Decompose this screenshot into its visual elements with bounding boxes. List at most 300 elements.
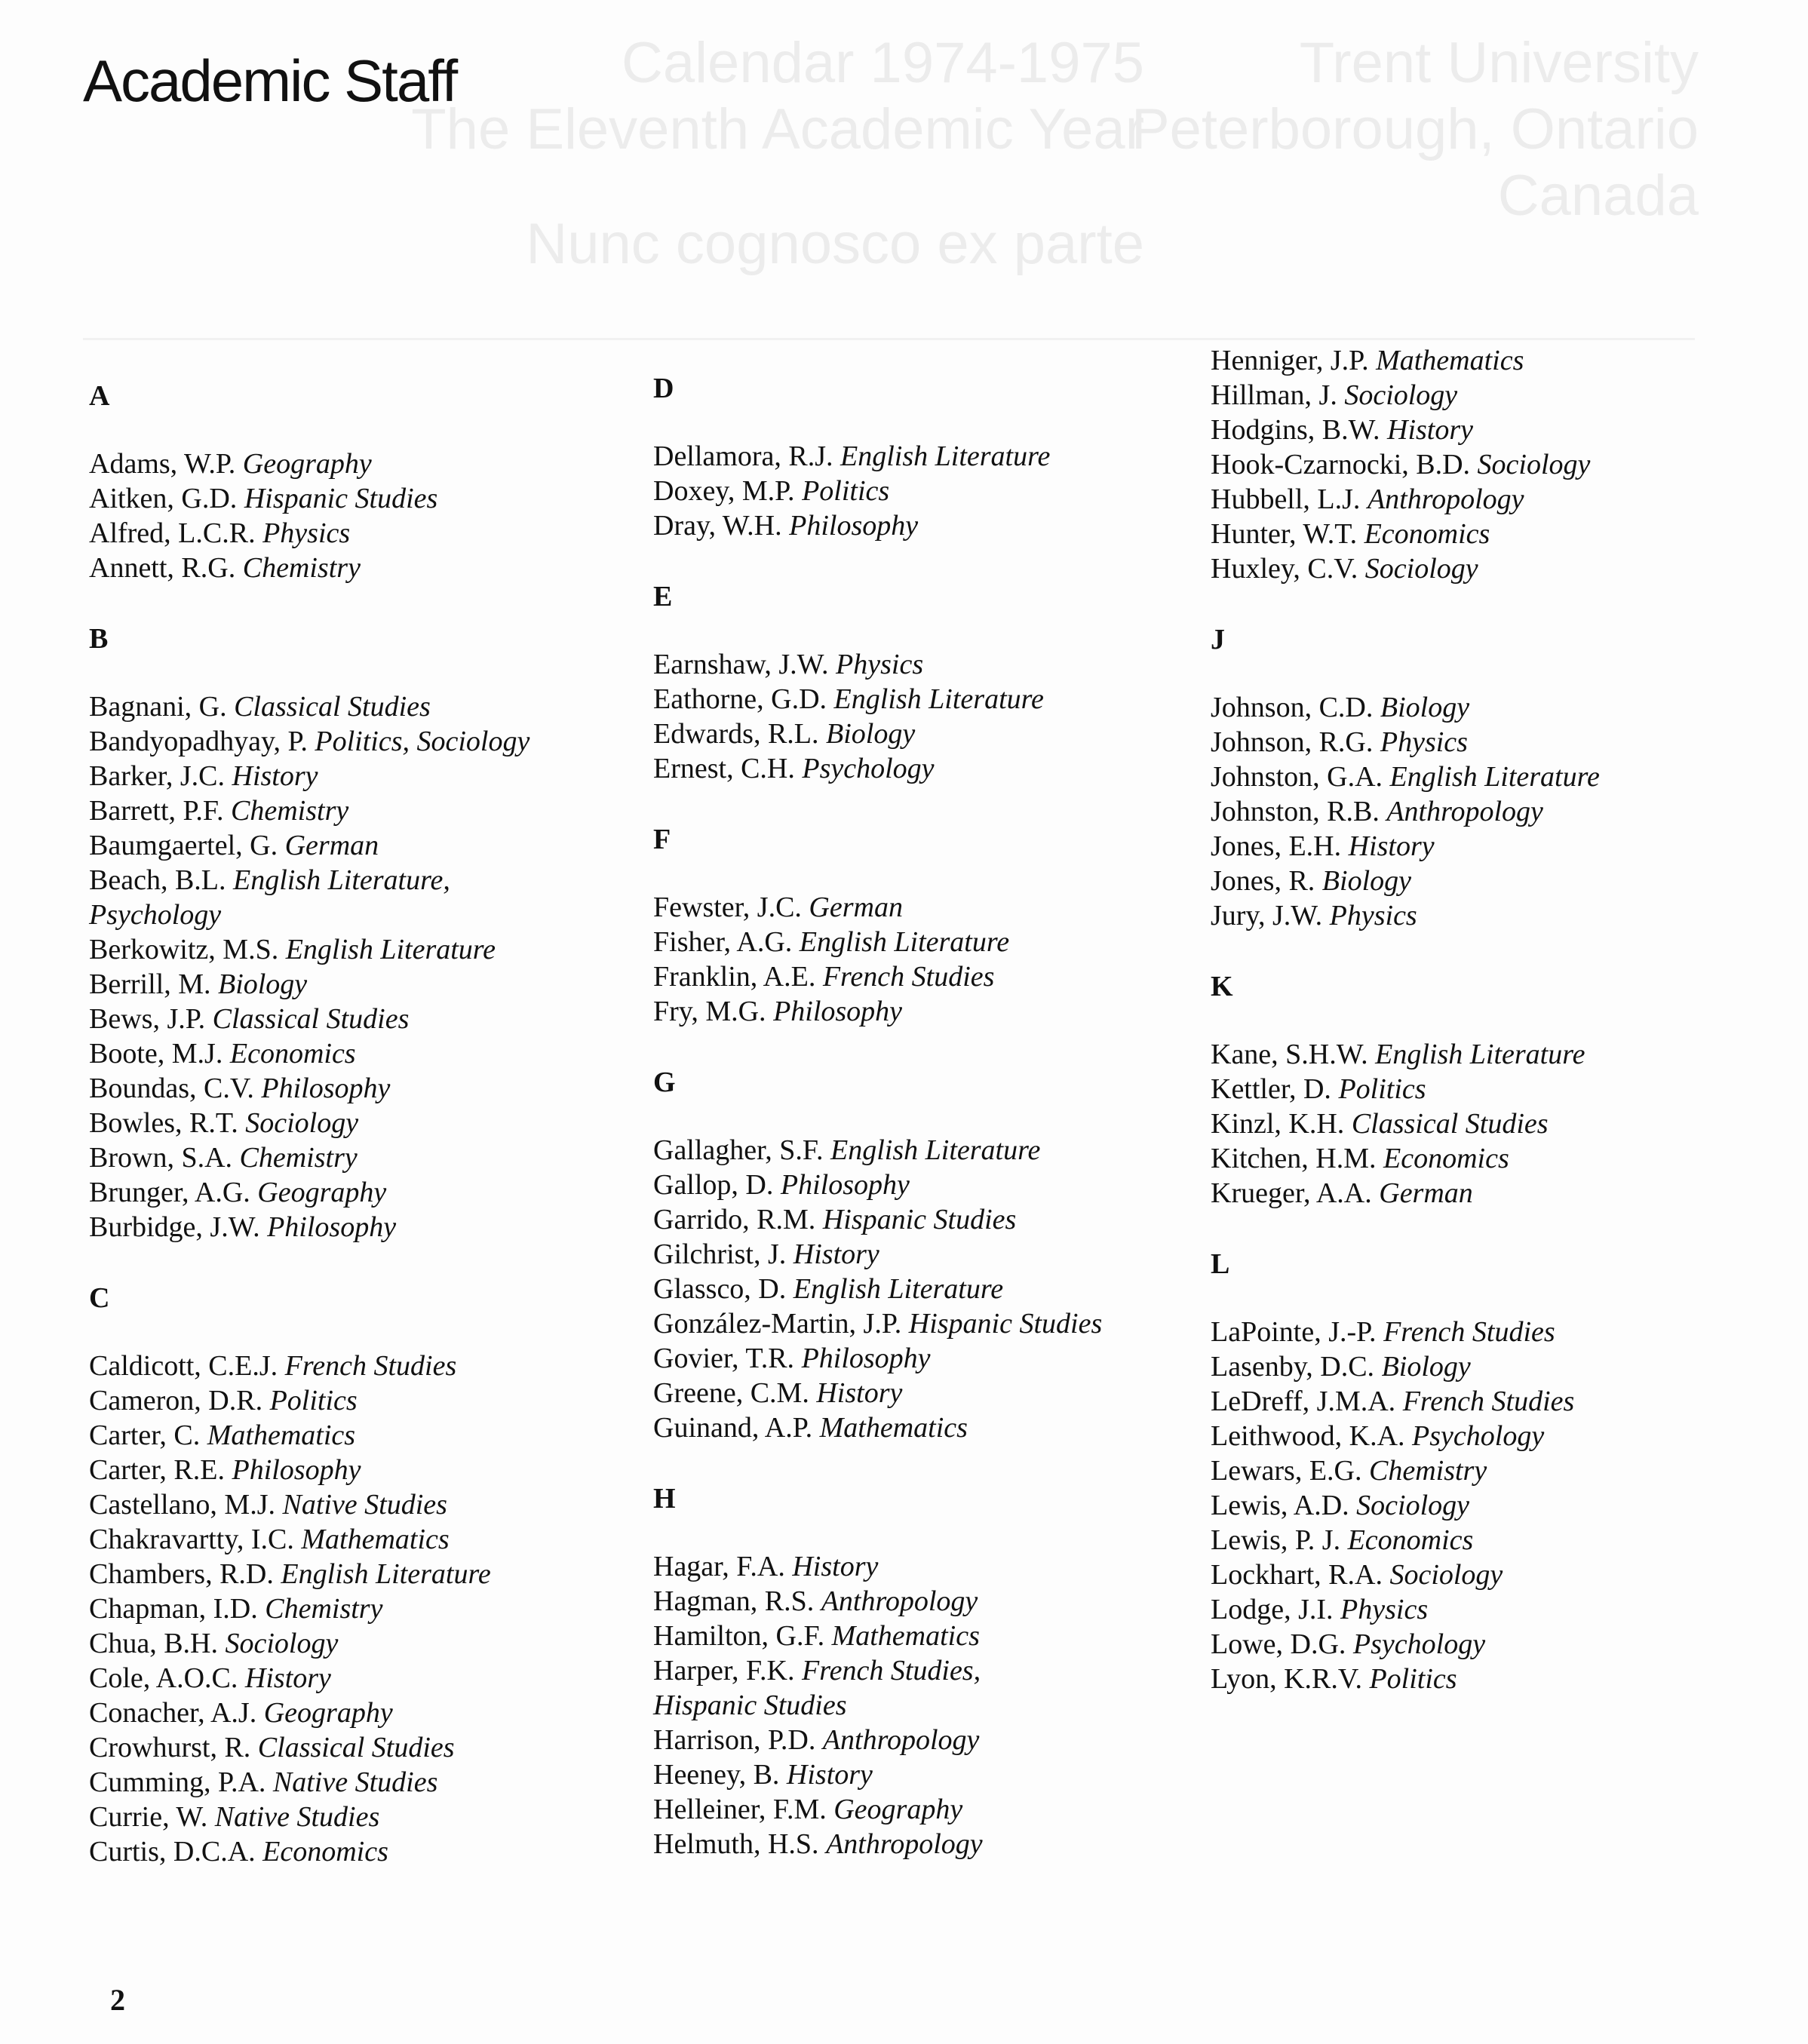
staff-department: Psychology: [1352, 1628, 1486, 1660]
staff-department: Classical Studies: [212, 1003, 410, 1035]
staff-entry: [653, 474, 1226, 508]
staff-entry: [653, 682, 1226, 717]
staff-entry: [1211, 1037, 1784, 1072]
staff-entry: [89, 1383, 662, 1418]
staff-name: Fry, M.G.: [653, 996, 766, 1027]
staff-name: Johnson, C.D.: [1211, 692, 1374, 723]
staff-entry: [89, 1453, 662, 1487]
staff-entry: [653, 1272, 1226, 1306]
staff-list: [653, 647, 1226, 786]
staff-entry: [89, 793, 662, 828]
staff-entry: [89, 1730, 662, 1765]
staff-entry: [89, 689, 662, 724]
staff-name: Hunter, W.T.: [1211, 518, 1358, 550]
staff-list: [1211, 343, 1784, 586]
staff-entry: [653, 751, 1226, 786]
staff-entry: [1211, 1176, 1784, 1211]
staff-name: Huxley, C.V.: [1211, 553, 1358, 585]
staff-name: Govier, T.R.: [653, 1343, 795, 1374]
section-letter: K: [1211, 971, 1233, 1002]
staff-list: [653, 439, 1226, 543]
section-letter: F: [653, 824, 671, 855]
staff-entry: [89, 828, 662, 863]
staff-name: Harper, F.K.: [653, 1655, 795, 1686]
staff-department: Classical Studies: [1351, 1108, 1549, 1140]
staff-entry: [1211, 551, 1784, 586]
staff-name: Franklin, A.E.: [653, 961, 816, 993]
staff-name: Hagar, F.A.: [653, 1551, 785, 1582]
staff-department: Mathematics: [819, 1412, 968, 1444]
staff-name: Alfred, L.C.R.: [89, 517, 256, 549]
staff-entry: [89, 1487, 662, 1522]
staff-entry: [1211, 1106, 1784, 1141]
staff-department: Politics, Sociology: [315, 726, 530, 757]
staff-department: Physics: [1380, 726, 1468, 758]
staff-entry: [1211, 725, 1784, 760]
staff-entry: [89, 1036, 662, 1071]
show-through-text-right: [1131, 30, 1699, 229]
staff-department: Native Studies: [282, 1489, 447, 1521]
staff-name: Krueger, A.A.: [1211, 1177, 1372, 1209]
staff-department: Biology: [1380, 692, 1470, 723]
staff-entry: [89, 1210, 662, 1245]
staff-entry: [653, 890, 1226, 925]
staff-department: Mathematics: [1376, 345, 1524, 376]
staff-entry: [89, 1626, 662, 1661]
staff-name: Guinand, A.P.: [653, 1412, 813, 1444]
staff-entry: [89, 1591, 662, 1626]
staff-department: Sociology: [1356, 1490, 1470, 1521]
staff-department: Geography: [263, 1697, 393, 1729]
staff-entry: [1211, 447, 1784, 482]
staff-entry: [653, 717, 1226, 751]
staff-department: Sociology: [1364, 553, 1478, 585]
staff-entry: [89, 1765, 662, 1800]
staff-name: Chapman, I.D.: [89, 1593, 258, 1625]
staff-department: English Literature: [833, 683, 1044, 715]
staff-name: Annett, R.G.: [89, 552, 236, 584]
staff-department: History: [1387, 414, 1474, 446]
staff-entry: [1211, 343, 1784, 378]
staff-entry: [653, 1168, 1226, 1202]
staff-name: Adams, W.P.: [89, 448, 236, 480]
staff-department: History: [244, 1662, 331, 1694]
staff-name: Brown, S.A.: [89, 1142, 233, 1174]
staff-list: [653, 1549, 1226, 1861]
staff-department: Philosophy: [773, 996, 903, 1027]
staff-name: Hodgins, B.W.: [1211, 414, 1380, 446]
staff-entry: [653, 994, 1226, 1029]
staff-entry: [653, 1584, 1226, 1619]
staff-entry: [89, 1834, 662, 1869]
staff-entry: [653, 508, 1226, 543]
staff-name: Cole, A.O.C.: [89, 1662, 238, 1694]
staff-entry: [89, 1696, 662, 1730]
staff-department: Anthropology: [826, 1828, 983, 1860]
staff-department: Sociology: [1389, 1559, 1503, 1591]
staff-name: Heeney, B.: [653, 1759, 780, 1791]
staff-department-continued: Psychology: [89, 899, 222, 931]
staff-list: [1211, 1037, 1784, 1211]
staff-entry: [1211, 1558, 1784, 1592]
staff-name: Lowe, D.G.: [1211, 1628, 1346, 1660]
staff-department: Physics: [1340, 1594, 1429, 1625]
staff-department: Economics: [262, 1836, 388, 1868]
staff-entry: [653, 1619, 1226, 1653]
staff-department: Sociology: [225, 1628, 339, 1659]
staff-name: Garrido, R.M.: [653, 1204, 816, 1235]
staff-name: Jury, J.W.: [1211, 900, 1323, 931]
staff-entry: [89, 1557, 662, 1591]
staff-entry: [1211, 690, 1784, 725]
staff-name: Conacher, A.J.: [89, 1697, 257, 1729]
staff-entry: [89, 447, 662, 481]
staff-department: History: [786, 1759, 873, 1791]
staff-name: Doxey, M.P.: [653, 475, 795, 507]
staff-department: German: [1379, 1177, 1473, 1209]
staff-name: Johnson, R.G.: [1211, 726, 1374, 758]
staff-name: Cameron, D.R.: [89, 1385, 263, 1416]
staff-entry: [89, 1418, 662, 1453]
staff-list: [89, 447, 662, 585]
staff-department: Geography: [242, 448, 372, 480]
staff-entry: [1211, 898, 1784, 933]
staff-entry: [1211, 517, 1784, 551]
section-k: [1211, 969, 1784, 1211]
staff-entry: [89, 1106, 662, 1140]
staff-name: LeDreff, J.M.A.: [1211, 1386, 1396, 1417]
staff-entry: [89, 551, 662, 585]
staff-entry: [653, 1341, 1226, 1376]
staff-entry: [653, 1723, 1226, 1757]
staff-name: Bews, J.P.: [89, 1003, 206, 1035]
staff-department: Hispanic Studies: [244, 483, 438, 514]
staff-department-continued: Hispanic Studies: [653, 1690, 847, 1721]
staff-name: Caldicott, C.E.J.: [89, 1350, 278, 1382]
staff-department: History: [792, 1551, 879, 1582]
staff-entry: [653, 1410, 1226, 1445]
staff-department: German: [809, 892, 903, 923]
staff-entry: [653, 959, 1226, 994]
staff-department: Economics: [1364, 518, 1490, 550]
staff-department: Politics: [269, 1385, 358, 1416]
staff-entry: [1211, 1141, 1784, 1176]
show-through-rule: [83, 338, 1695, 340]
section-letter: E: [653, 581, 673, 612]
staff-name: Berrill, M.: [89, 968, 211, 1000]
staff-entry: [89, 1071, 662, 1106]
staff-department: Classical Studies: [234, 691, 431, 723]
staff-entry: [89, 759, 662, 793]
staff-name: Eathorne, G.D.: [653, 683, 827, 715]
section-d: [653, 371, 1226, 543]
section-f: [653, 822, 1226, 1029]
staff-department: French Studies: [1402, 1386, 1575, 1417]
staff-entry: [1211, 482, 1784, 517]
staff-name: Kettler, D.: [1211, 1073, 1331, 1105]
staff-entry: [653, 647, 1226, 682]
staff-department: English Literature: [830, 1134, 1041, 1166]
staff-entry: [1211, 794, 1784, 829]
section-continued: [1211, 343, 1784, 586]
section-letter: H: [653, 1483, 676, 1515]
staff-entry: [653, 1202, 1226, 1237]
staff-entry: [653, 439, 1226, 474]
staff-entry: [1211, 760, 1784, 794]
staff-entry: [89, 1349, 662, 1383]
staff-department: English Literature,: [233, 864, 450, 896]
show-through-line: Peterborough, Ontario: [1131, 97, 1699, 161]
section-letter: L: [1211, 1248, 1230, 1280]
staff-department: English Literature: [799, 926, 1010, 958]
staff-name: Aitken, G.D.: [89, 483, 238, 514]
staff-entry: [89, 863, 662, 932]
staff-name: Hagman, R.S.: [653, 1585, 815, 1617]
show-through-line: Calendar 1974-1975: [622, 31, 1144, 95]
staff-department: History: [793, 1238, 879, 1270]
staff-name: Crowhurst, R.: [89, 1732, 251, 1763]
staff-department: Philosophy: [232, 1454, 361, 1486]
staff-entry: [1211, 1315, 1784, 1349]
staff-entry: [653, 1376, 1226, 1410]
staff-name: Carter, R.E.: [89, 1454, 225, 1486]
staff-department: French Studies: [284, 1350, 457, 1382]
section-j: [1211, 622, 1784, 933]
staff-entry: [1211, 1072, 1784, 1106]
staff-department: Chemistry: [231, 795, 349, 827]
staff-name: Kane, S.H.W.: [1211, 1039, 1368, 1070]
staff-department: Chemistry: [265, 1593, 383, 1625]
section-e: [653, 579, 1226, 786]
staff-name: Lodge, J.I.: [1211, 1594, 1334, 1625]
staff-department: Philosophy: [267, 1211, 397, 1243]
staff-department: German: [284, 830, 379, 861]
staff-name: Lewis, A.D.: [1211, 1490, 1349, 1521]
staff-name: Gallagher, S.F.: [653, 1134, 824, 1166]
staff-department: Mathematics: [207, 1419, 356, 1451]
staff-department: Geography: [833, 1794, 963, 1825]
section-letter: G: [653, 1067, 676, 1098]
staff-name: Chakravartty, I.C.: [89, 1524, 294, 1555]
staff-department: Psychology: [802, 753, 935, 784]
staff-department: Economics: [229, 1038, 356, 1070]
staff-department: French Studies: [1383, 1316, 1555, 1348]
staff-name: González-Martin, J.P.: [653, 1308, 902, 1340]
staff-entry: [653, 925, 1226, 959]
staff-entry: [1211, 413, 1784, 447]
staff-entry: [89, 1140, 662, 1175]
staff-department: Mathematics: [831, 1620, 980, 1652]
staff-name: Hubbell, L.J.: [1211, 483, 1361, 515]
staff-entry: [653, 1792, 1226, 1827]
staff-department: History: [232, 760, 318, 792]
staff-entry: [653, 1827, 1226, 1861]
section-a: [89, 379, 662, 585]
staff-department: Philosophy: [261, 1073, 391, 1104]
staff-name: Jones, E.H.: [1211, 830, 1342, 862]
staff-name: LaPointe, J.-P.: [1211, 1316, 1377, 1348]
section-letter: B: [89, 623, 109, 655]
staff-list: [653, 1133, 1226, 1445]
staff-department: Native Studies: [272, 1766, 438, 1798]
staff-entry: [89, 1522, 662, 1557]
staff-department: Native Studies: [214, 1801, 380, 1833]
staff-name: Bagnani, G.: [89, 691, 227, 723]
staff-department: English Literature: [1389, 761, 1600, 793]
staff-name: Berkowitz, M.S.: [89, 934, 279, 965]
staff-department: Chemistry: [1368, 1455, 1487, 1487]
staff-entry: [89, 1175, 662, 1210]
staff-name: Barrett, P.F.: [89, 795, 224, 827]
staff-department: Economics: [1383, 1143, 1509, 1174]
staff-name: Edwards, R.L.: [653, 718, 819, 750]
staff-department: English Literature: [281, 1558, 491, 1590]
staff-entry: [89, 1661, 662, 1696]
staff-entry: [1211, 829, 1784, 864]
staff-department: Anthropology: [1386, 796, 1543, 827]
staff-department: Biology: [1321, 865, 1411, 897]
staff-department: Biology: [826, 718, 916, 750]
column-1: [89, 362, 662, 1905]
staff-entry: [1211, 1419, 1784, 1453]
staff-entry: [89, 481, 662, 516]
staff-department: Politics: [1338, 1073, 1426, 1105]
staff-name: Greene, C.M.: [653, 1377, 809, 1409]
staff-department: Biology: [217, 968, 308, 1000]
staff-department: History: [1348, 830, 1435, 862]
staff-name: Currie, W.: [89, 1801, 208, 1833]
staff-department: Sociology: [245, 1107, 359, 1139]
staff-name: Bowles, R.T.: [89, 1107, 238, 1139]
staff-name: Hamilton, G.F.: [653, 1620, 825, 1652]
staff-entry: [89, 1002, 662, 1036]
section-letter: D: [653, 373, 674, 404]
staff-list: [89, 1349, 662, 1869]
staff-department: French Studies: [822, 961, 995, 993]
staff-department: Philosophy: [801, 1343, 931, 1374]
staff-name: Chua, B.H.: [89, 1628, 218, 1659]
staff-department: Economics: [1347, 1524, 1474, 1556]
staff-department: Classical Studies: [257, 1732, 455, 1763]
staff-department: Chemistry: [239, 1142, 358, 1174]
staff-name: Curtis, D.C.A.: [89, 1836, 256, 1868]
staff-department: Anthropology: [822, 1724, 980, 1756]
staff-entry: [1211, 864, 1784, 898]
staff-department: Hispanic Studies: [822, 1204, 1017, 1235]
staff-name: Johnston, R.B.: [1211, 796, 1380, 827]
show-through-line: The Eleventh Academic Year: [411, 97, 1144, 161]
staff-name: Carter, C.: [89, 1419, 201, 1451]
staff-department: History: [816, 1377, 903, 1409]
staff-department: English Literature: [1375, 1039, 1585, 1070]
staff-name: Baumgaertel, G.: [89, 830, 278, 861]
staff-department: Hispanic Studies: [908, 1308, 1103, 1340]
staff-name: Dray, W.H.: [653, 510, 782, 542]
staff-name: Hillman, J.: [1211, 379, 1337, 411]
staff-entry: [1211, 1349, 1784, 1384]
staff-entry: [653, 1237, 1226, 1272]
staff-department: Anthropology: [1367, 483, 1524, 515]
staff-entry: [1211, 1488, 1784, 1523]
staff-name: Kinzl, K.H.: [1211, 1108, 1345, 1140]
staff-entry: [653, 1549, 1226, 1584]
staff-department: Sociology: [1344, 379, 1458, 411]
staff-name: Brunger, A.G.: [89, 1177, 250, 1208]
section-letter: C: [89, 1282, 110, 1314]
staff-department: Sociology: [1477, 449, 1591, 480]
staff-department: Chemistry: [242, 552, 361, 584]
staff-entry: [1211, 1592, 1784, 1627]
staff-name: Boote, M.J.: [89, 1038, 223, 1070]
staff-name: Burbidge, J.W.: [89, 1211, 260, 1243]
staff-name: Lasenby, D.C.: [1211, 1351, 1375, 1383]
staff-name: Fisher, A.G.: [653, 926, 793, 958]
section-letter: J: [1211, 624, 1225, 655]
staff-department: Physics: [1329, 900, 1417, 931]
staff-name: Lewis, P. J.: [1211, 1524, 1341, 1556]
staff-name: Hook-Czarnocki, B.D.: [1211, 449, 1471, 480]
staff-list: [1211, 690, 1784, 933]
section-c: [89, 1281, 662, 1869]
staff-name: Dellamora, R.J.: [653, 440, 833, 472]
staff-name: Glassco, D.: [653, 1273, 787, 1305]
staff-entry: [89, 932, 662, 967]
staff-name: Gilchrist, J.: [653, 1238, 787, 1270]
staff-entry: [653, 1757, 1226, 1792]
staff-entry: [89, 724, 662, 759]
staff-entry: [1211, 1453, 1784, 1488]
staff-department: English Literature: [793, 1273, 1004, 1305]
staff-name: Earnshaw, J.W.: [653, 649, 829, 680]
staff-list: [1211, 1315, 1784, 1696]
staff-name: Ernest, C.H.: [653, 753, 795, 784]
show-through-motto: Nunc cognosco ex parte: [526, 212, 1144, 276]
page-number: 2: [110, 1983, 125, 2017]
section-b: [89, 621, 662, 1245]
staff-entry: [653, 1653, 1226, 1723]
staff-name: Jones, R.: [1211, 865, 1315, 897]
staff-department: English Literature: [840, 440, 1051, 472]
staff-department: Physics: [836, 649, 924, 680]
section-g: [653, 1065, 1226, 1445]
staff-department: Philosophy: [780, 1169, 910, 1201]
staff-entry: [1211, 378, 1784, 413]
staff-name: Henniger, J.P.: [1211, 345, 1369, 376]
column-3: [1211, 343, 1784, 1732]
staff-department: Psychology: [1412, 1420, 1545, 1452]
staff-name: Helleiner, F.M.: [653, 1794, 827, 1825]
staff-department: Mathematics: [301, 1524, 450, 1555]
staff-department: Physics: [262, 517, 351, 549]
staff-list: [653, 890, 1226, 1029]
staff-department: Politics: [1369, 1663, 1457, 1695]
staff-entry: [653, 1306, 1226, 1341]
staff-entry: [89, 1800, 662, 1834]
staff-entry: [1211, 1662, 1784, 1696]
staff-entry: [1211, 1523, 1784, 1558]
staff-entry: [653, 1133, 1226, 1168]
section-l: [1211, 1247, 1784, 1696]
staff-name: Beach, B.L.: [89, 864, 226, 896]
staff-department: Philosophy: [789, 510, 919, 542]
show-through-text-middle: [411, 30, 1144, 163]
staff-name: Chambers, R.D.: [89, 1558, 274, 1590]
staff-department: Politics: [802, 475, 890, 507]
staff-name: Lewars, E.G.: [1211, 1455, 1362, 1487]
page-title: Academic Staff: [83, 48, 457, 114]
staff-name: Johnston, G.A.: [1211, 761, 1383, 793]
staff-list: [89, 689, 662, 1245]
